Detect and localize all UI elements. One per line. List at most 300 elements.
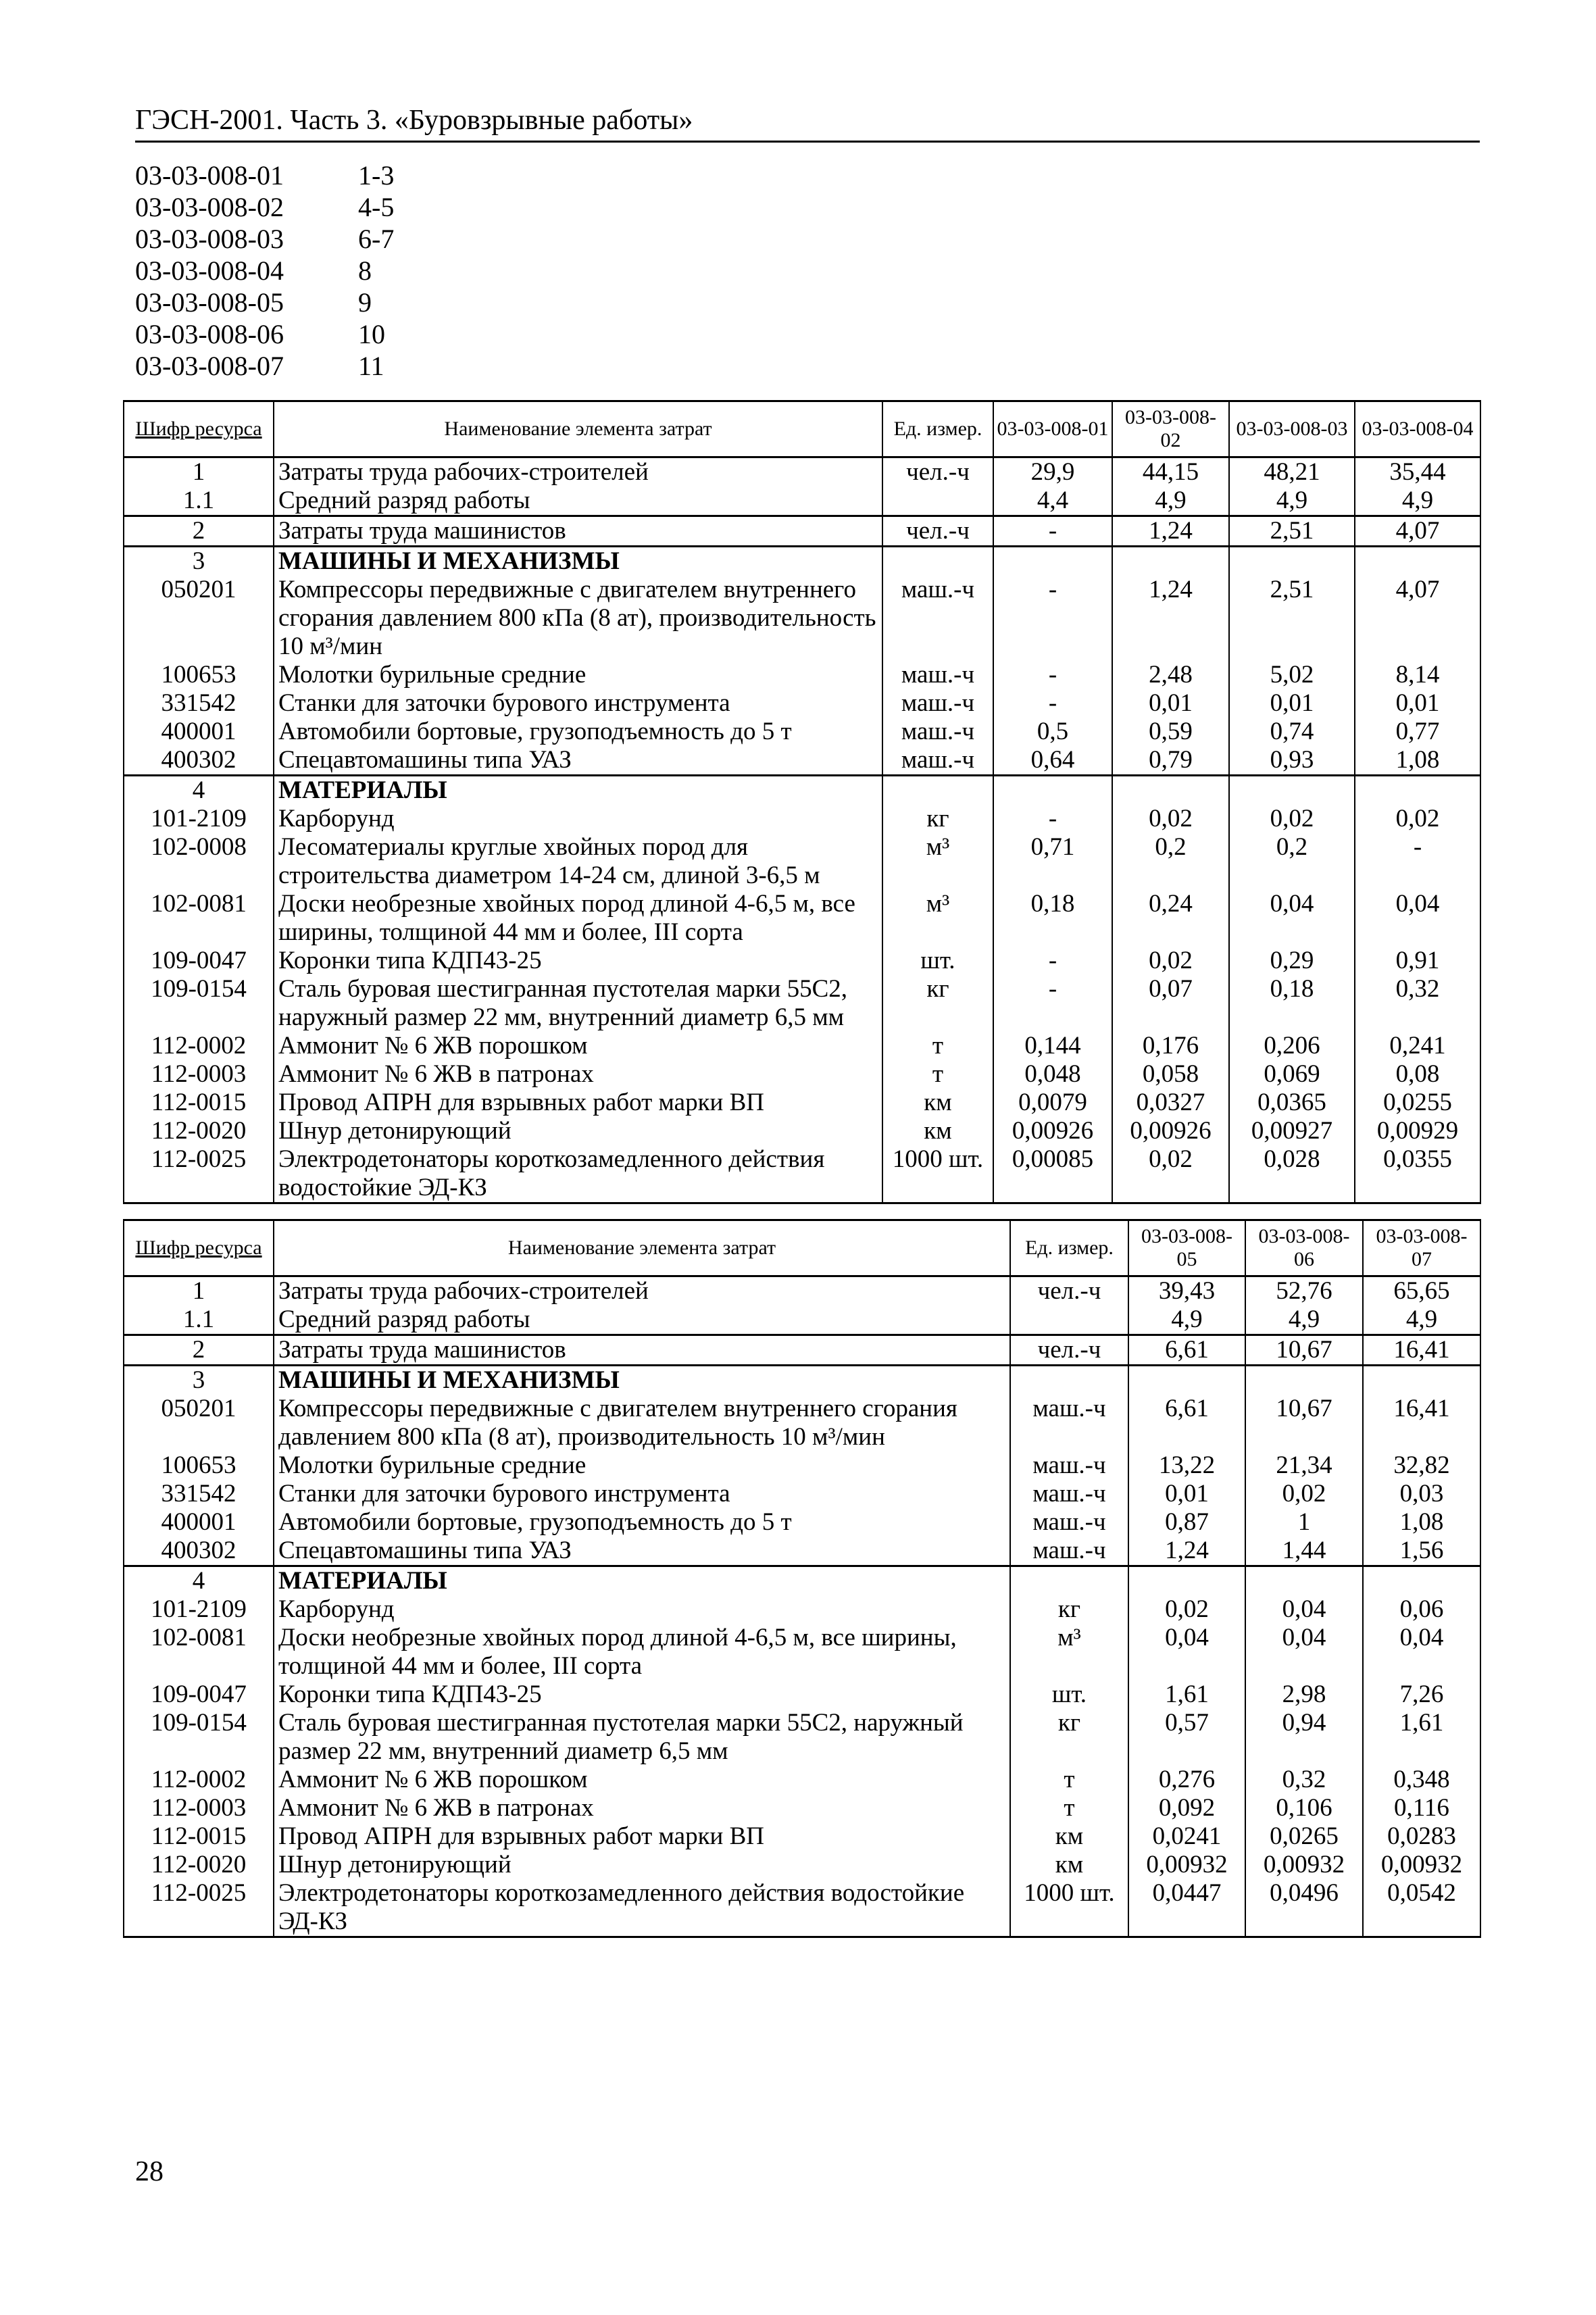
- table-row: [124, 1305, 1480, 1335]
- resource-table-2: [123, 1219, 1481, 1938]
- cost-element-name: Лесоматериалы круглые хвойных пород для строительства диаметром 14-24 см, длиной 3-6,5 м: [274, 833, 882, 890]
- unit-of-measure: км: [882, 1089, 993, 1117]
- column-header-norm-code: 03-03-008-05: [1128, 1220, 1245, 1276]
- cost-element-name: МАТЕРИАЛЫ: [274, 776, 882, 805]
- norm-value: 0,18: [993, 890, 1112, 947]
- cost-element-name: Электродетонаторы короткозамедленного действия водостойкие ЭД-КЗ: [274, 1879, 1010, 1937]
- unit-of-measure: [1010, 1366, 1128, 1395]
- norm-value: 65,65: [1363, 1276, 1480, 1306]
- unit-of-measure: км: [1010, 1822, 1128, 1851]
- resource-code: 102-0081: [124, 890, 274, 947]
- code-index-row: [135, 223, 439, 255]
- norm-value: 4,9: [1363, 1305, 1480, 1335]
- unit-of-measure: чел.-ч: [882, 457, 993, 487]
- cost-element-name: Коронки типа КДП43-25: [274, 947, 882, 975]
- norm-value: [1112, 776, 1229, 805]
- resource-code: 400302: [124, 1537, 274, 1566]
- unit-of-measure: т: [1010, 1766, 1128, 1794]
- norm-value: 0,64: [993, 746, 1112, 776]
- table-row: [124, 1595, 1480, 1624]
- norm-value: -: [993, 689, 1112, 718]
- cost-element-name: Станки для заточки бурового инструмента: [274, 689, 882, 718]
- norm-value: 8,14: [1355, 661, 1480, 689]
- cost-element-name: Молотки бурильные средние: [274, 1451, 1010, 1480]
- cost-element-name: Автомобили бортовые, грузоподъемность до 5 т: [274, 718, 882, 746]
- norm-value: 0,00932: [1128, 1851, 1245, 1879]
- resource-code: 2: [124, 1335, 274, 1366]
- cost-element-name: Затраты труда рабочих-строителей: [274, 457, 882, 487]
- table-row: [124, 1089, 1480, 1117]
- column-header-norm-code: 03-03-008-01: [993, 401, 1112, 457]
- norm-value: 1,44: [1245, 1537, 1363, 1566]
- cost-element-name: МАШИНЫ И МЕХАНИЗМЫ: [274, 547, 882, 576]
- unit-of-measure: 1000 шт.: [1010, 1879, 1128, 1937]
- norm-value: 0,048: [993, 1060, 1112, 1089]
- norm-value: 0,04: [1245, 1595, 1363, 1624]
- norm-value: 0,32: [1355, 975, 1480, 1032]
- cost-element-name: Электродетонаторы короткозамедленного действия водостойкие ЭД-КЗ: [274, 1145, 882, 1203]
- norm-value: 0,03: [1363, 1480, 1480, 1508]
- cost-element-name: Шнур детонирующий: [274, 1851, 1010, 1879]
- cost-element-name: Станки для заточки бурового инструмента: [274, 1480, 1010, 1508]
- norm-value: 0,116: [1363, 1794, 1480, 1822]
- resource-code: 112-0025: [124, 1145, 274, 1203]
- norm-value: 0,106: [1245, 1794, 1363, 1822]
- table-row: [124, 1395, 1480, 1451]
- norm-value: [1112, 547, 1229, 576]
- norm-value: 0,0542: [1363, 1879, 1480, 1937]
- norm-value: 4,9: [1245, 1305, 1363, 1335]
- norm-value: 0,04: [1363, 1624, 1480, 1681]
- norm-value: 1,24: [1112, 576, 1229, 661]
- cost-element-name: Провод АПРН для взрывных работ марки ВП: [274, 1089, 882, 1117]
- column-header-norm-code: 03-03-008-04: [1355, 401, 1480, 457]
- norm-value: 0,01: [1229, 689, 1355, 718]
- cost-element-name: Шнур детонирующий: [274, 1117, 882, 1145]
- resource-code: 112-0003: [124, 1060, 274, 1089]
- table-row: [124, 457, 1480, 487]
- cost-element-name: Провод АПРН для взрывных работ марки ВП: [274, 1822, 1010, 1851]
- resource-code: 3: [124, 1366, 274, 1395]
- column-header-unit: Ед. измер.: [882, 401, 993, 457]
- cost-element-name: Сталь буровая шестигранная пустотелая марки 55С2, наружный размер 22 мм, внутренний диаметр 6,5 мм: [274, 1709, 1010, 1766]
- norm-value: 13,22: [1128, 1451, 1245, 1480]
- unit-of-measure: м³: [1010, 1624, 1128, 1681]
- resource-code: 4: [124, 776, 274, 805]
- table-row: [124, 718, 1480, 746]
- norm-value: 0,02: [1112, 1145, 1229, 1203]
- norm-value: 0,206: [1229, 1032, 1355, 1060]
- cost-element-name: Карборунд: [274, 1595, 1010, 1624]
- norm-value: 0,00927: [1229, 1117, 1355, 1145]
- norm-value: 1,61: [1363, 1709, 1480, 1766]
- norm-value: 0,058: [1112, 1060, 1229, 1089]
- resource-code: 400302: [124, 746, 274, 776]
- resource-code: 112-0025: [124, 1879, 274, 1937]
- norm-value: 0,94: [1245, 1709, 1363, 1766]
- table-row: [124, 1822, 1480, 1851]
- norm-value: 4,9: [1229, 487, 1355, 516]
- norm-value: [1355, 776, 1480, 805]
- norm-value: 0,0355: [1355, 1145, 1480, 1203]
- table-row: [124, 547, 1480, 576]
- resource-code: 050201: [124, 1395, 274, 1451]
- resource-code: 112-0020: [124, 1117, 274, 1145]
- cost-element-name: Аммонит № 6 ЖВ в патронах: [274, 1794, 1010, 1822]
- unit-of-measure: маш.-ч: [882, 746, 993, 776]
- column-header-code: Шифр ресурса: [124, 1220, 274, 1276]
- resource-code: 101-2109: [124, 805, 274, 833]
- norm-value: [1229, 547, 1355, 576]
- resource-code: 112-0015: [124, 1089, 274, 1117]
- norm-value: -: [993, 805, 1112, 833]
- cost-element-name: Затраты труда рабочих-строителей: [274, 1276, 1010, 1306]
- table-row: [124, 1276, 1480, 1306]
- norm-value: 48,21: [1229, 457, 1355, 487]
- cost-element-name: Аммонит № 6 ЖВ порошком: [274, 1766, 1010, 1794]
- resource-code: 1.1: [124, 1305, 274, 1335]
- norm-value: 0,29: [1229, 947, 1355, 975]
- norm-value: 0,04: [1229, 890, 1355, 947]
- norm-value: 0,02: [1112, 805, 1229, 833]
- norm-value: 0,06: [1363, 1595, 1480, 1624]
- norm-value: 0,0447: [1128, 1879, 1245, 1937]
- column-header-code: Шифр ресурса: [124, 401, 274, 457]
- code-index-row: [135, 350, 439, 382]
- norm-value: -: [993, 516, 1112, 547]
- table-row: [124, 1032, 1480, 1060]
- cost-element-name: Аммонит № 6 ЖВ порошком: [274, 1032, 882, 1060]
- cost-element-name: Коронки типа КДП43-25: [274, 1681, 1010, 1709]
- code-index-row: [135, 287, 439, 318]
- resource-code: 109-0154: [124, 975, 274, 1032]
- resource-code: 112-0015: [124, 1822, 274, 1851]
- norm-value: 6,61: [1128, 1335, 1245, 1366]
- table-row: [124, 1145, 1480, 1203]
- table-row: [124, 1537, 1480, 1566]
- norm-value: [1363, 1566, 1480, 1596]
- table-row: [124, 1766, 1480, 1794]
- resource-code: 3: [124, 547, 274, 576]
- cost-element-name: Автомобили бортовые, грузоподъемность до 5 т: [274, 1508, 1010, 1537]
- cost-element-name: Компрессоры передвижные с двигателем внутреннего сгорания давлением 800 кПа (8 ат), производительность 10 м³/мин: [274, 576, 882, 661]
- resource-code: 1: [124, 457, 274, 487]
- norm-value: 0,01: [1355, 689, 1480, 718]
- unit-of-measure: [882, 487, 993, 516]
- table-row: [124, 1624, 1480, 1681]
- unit-of-measure: маш.-ч: [1010, 1451, 1128, 1480]
- norm-value: 0,74: [1229, 718, 1355, 746]
- norm-value: -: [1355, 833, 1480, 890]
- resource-code: 112-0002: [124, 1766, 274, 1794]
- code-index-range: 4-5: [358, 192, 395, 222]
- norm-value: 4,9: [1355, 487, 1480, 516]
- norm-value: 21,34: [1245, 1451, 1363, 1480]
- norm-value: 0,01: [1128, 1480, 1245, 1508]
- norm-value: 0,71: [993, 833, 1112, 890]
- resource-code: 112-0020: [124, 1851, 274, 1879]
- norm-value: -: [993, 975, 1112, 1032]
- resource-code: 100653: [124, 1451, 274, 1480]
- norm-value: 0,00929: [1355, 1117, 1480, 1145]
- unit-of-measure: кг: [1010, 1709, 1128, 1766]
- resource-code: 4: [124, 1566, 274, 1596]
- norm-value: [993, 547, 1112, 576]
- unit-of-measure: чел.-ч: [1010, 1276, 1128, 1306]
- cost-element-name: Спецавтомашины типа УАЗ: [274, 746, 882, 776]
- norm-value: 0,00085: [993, 1145, 1112, 1203]
- norm-value: 0,18: [1229, 975, 1355, 1032]
- unit-of-measure: т: [882, 1060, 993, 1089]
- unit-of-measure: маш.-ч: [882, 661, 993, 689]
- table-row: [124, 1451, 1480, 1480]
- norm-value: 0,0283: [1363, 1822, 1480, 1851]
- norm-value: 0,02: [1245, 1480, 1363, 1508]
- resource-code: 331542: [124, 689, 274, 718]
- norm-value: 0,00926: [993, 1117, 1112, 1145]
- unit-of-measure: маш.-ч: [1010, 1537, 1128, 1566]
- norm-value: 0,87: [1128, 1508, 1245, 1537]
- norm-value: [1355, 547, 1480, 576]
- resource-code: 1.1: [124, 487, 274, 516]
- norm-value: 2,98: [1245, 1681, 1363, 1709]
- code-index-range: 10: [358, 319, 385, 349]
- cost-element-name: Сталь буровая шестигранная пустотелая марки 55С2, наружный размер 22 мм, внутренний диаметр 6,5 мм: [274, 975, 882, 1032]
- norm-value: 4,9: [1128, 1305, 1245, 1335]
- resource-code: 112-0002: [124, 1032, 274, 1060]
- resource-code: 1: [124, 1276, 274, 1306]
- column-header-name: Наименование элемента затрат: [274, 401, 882, 457]
- table-row: [124, 805, 1480, 833]
- norm-value: 1,56: [1363, 1537, 1480, 1566]
- norm-value: 0,069: [1229, 1060, 1355, 1089]
- norm-value: 0,5: [993, 718, 1112, 746]
- table-row: [124, 1794, 1480, 1822]
- code-index-code: 03-03-008-02: [135, 192, 284, 222]
- norm-value: 0,0496: [1245, 1879, 1363, 1937]
- unit-of-measure: маш.-ч: [882, 718, 993, 746]
- unit-of-measure: чел.-ч: [882, 516, 993, 547]
- code-index-range: 9: [358, 287, 372, 318]
- table-row: [124, 833, 1480, 890]
- table-row: [124, 1851, 1480, 1879]
- norm-value: [1128, 1566, 1245, 1596]
- table-row: [124, 516, 1480, 547]
- norm-value: 16,41: [1363, 1335, 1480, 1366]
- norm-value: 0,08: [1355, 1060, 1480, 1089]
- norm-value: 0,144: [993, 1032, 1112, 1060]
- table-row: [124, 1366, 1480, 1395]
- norm-value: 16,41: [1363, 1395, 1480, 1451]
- norm-value: 0,0079: [993, 1089, 1112, 1117]
- norm-value: 0,176: [1112, 1032, 1229, 1060]
- table-row: [124, 947, 1480, 975]
- norm-value: 0,241: [1355, 1032, 1480, 1060]
- cost-element-name: Аммонит № 6 ЖВ в патронах: [274, 1060, 882, 1089]
- unit-of-measure: маш.-ч: [1010, 1508, 1128, 1537]
- resource-code: 102-0081: [124, 1624, 274, 1681]
- cost-element-name: Молотки бурильные средние: [274, 661, 882, 689]
- cost-element-name: Затраты труда машинистов: [274, 516, 882, 547]
- column-header-name: Наименование элемента затрат: [274, 1220, 1010, 1276]
- resource-code: 112-0003: [124, 1794, 274, 1822]
- norm-value: -: [993, 661, 1112, 689]
- norm-value: 0,0327: [1112, 1089, 1229, 1117]
- norm-value: 0,77: [1355, 718, 1480, 746]
- cost-element-name: МАТЕРИАЛЫ: [274, 1566, 1010, 1596]
- norm-value: [1363, 1366, 1480, 1395]
- norm-value: 29,9: [993, 457, 1112, 487]
- norm-value: 0,348: [1363, 1766, 1480, 1794]
- cost-element-name: МАШИНЫ И МЕХАНИЗМЫ: [274, 1366, 1010, 1395]
- norm-value: 2,51: [1229, 576, 1355, 661]
- resource-code: 400001: [124, 1508, 274, 1537]
- norm-value: 0,02: [1355, 805, 1480, 833]
- unit-of-measure: 1000 шт.: [882, 1145, 993, 1203]
- norm-value: 0,02: [1229, 805, 1355, 833]
- norm-value: 10,67: [1245, 1335, 1363, 1366]
- code-index-list: [135, 159, 439, 382]
- norm-value: 0,00932: [1363, 1851, 1480, 1879]
- code-index-code: 03-03-008-04: [135, 255, 284, 286]
- unit-of-measure: чел.-ч: [1010, 1335, 1128, 1366]
- table-row: [124, 776, 1480, 805]
- unit-of-measure: км: [882, 1117, 993, 1145]
- table-row: [124, 1879, 1480, 1937]
- norm-value: 0,00926: [1112, 1117, 1229, 1145]
- unit-of-measure: маш.-ч: [882, 576, 993, 661]
- code-index-code: 03-03-008-07: [135, 351, 284, 381]
- norm-value: 0,01: [1112, 689, 1229, 718]
- table-row: [124, 1335, 1480, 1366]
- norm-value: 0,092: [1128, 1794, 1245, 1822]
- norm-value: 32,82: [1363, 1451, 1480, 1480]
- norm-value: [1128, 1366, 1245, 1395]
- norm-value: 4,07: [1355, 576, 1480, 661]
- norm-value: 0,0365: [1229, 1089, 1355, 1117]
- resource-code: 102-0008: [124, 833, 274, 890]
- unit-of-measure: маш.-ч: [882, 689, 993, 718]
- table-row: [124, 689, 1480, 718]
- norm-value: 4,9: [1112, 487, 1229, 516]
- norm-value: 6,61: [1128, 1395, 1245, 1451]
- resource-code: 109-0047: [124, 1681, 274, 1709]
- cost-element-name: Спецавтомашины типа УАЗ: [274, 1537, 1010, 1566]
- cost-element-name: Карборунд: [274, 805, 882, 833]
- norm-value: 0,276: [1128, 1766, 1245, 1794]
- code-index-row: [135, 255, 439, 287]
- unit-of-measure: маш.-ч: [1010, 1480, 1128, 1508]
- norm-value: 2,48: [1112, 661, 1229, 689]
- table-row: [124, 487, 1480, 516]
- unit-of-measure: т: [1010, 1794, 1128, 1822]
- cost-element-name: Средний разряд работы: [274, 1305, 1010, 1335]
- code-index-code: 03-03-008-01: [135, 160, 284, 191]
- norm-value: 1,24: [1112, 516, 1229, 547]
- norm-value: [993, 776, 1112, 805]
- norm-value: 0,07: [1112, 975, 1229, 1032]
- cost-element-name: Доски необрезные хвойных пород длиной 4-6,5 м, все ширины, толщиной 44 мм и более, III сорта: [274, 890, 882, 947]
- unit-of-measure: т: [882, 1032, 993, 1060]
- code-index-range: 8: [358, 255, 372, 286]
- norm-value: 0,32: [1245, 1766, 1363, 1794]
- unit-of-measure: маш.-ч: [1010, 1395, 1128, 1451]
- code-index-row: [135, 159, 439, 191]
- cost-element-name: Средний разряд работы: [274, 487, 882, 516]
- norm-value: 0,2: [1229, 833, 1355, 890]
- norm-value: 4,07: [1355, 516, 1480, 547]
- code-index-code: 03-03-008-03: [135, 224, 284, 254]
- norm-value: 0,0241: [1128, 1822, 1245, 1851]
- code-index-code: 03-03-008-06: [135, 319, 284, 349]
- code-index-range: 11: [358, 351, 384, 381]
- norm-value: 0,93: [1229, 746, 1355, 776]
- resource-code: 400001: [124, 718, 274, 746]
- code-index-row: [135, 191, 439, 223]
- page-number: 28: [135, 2156, 164, 2187]
- column-header-unit: Ед. измер.: [1010, 1220, 1128, 1276]
- table-row: [124, 975, 1480, 1032]
- column-header-norm-code: 03-03-008-02: [1112, 401, 1229, 457]
- resource-code: 331542: [124, 1480, 274, 1508]
- norm-value: 44,15: [1112, 457, 1229, 487]
- norm-value: 5,02: [1229, 661, 1355, 689]
- cost-element-name: Доски необрезные хвойных пород длиной 4-6,5 м, все ширины, толщиной 44 мм и более, III сорта: [274, 1624, 1010, 1681]
- norm-value: 1,61: [1128, 1681, 1245, 1709]
- norm-value: 4,4: [993, 487, 1112, 516]
- norm-value: 0,2: [1112, 833, 1229, 890]
- unit-of-measure: кг: [1010, 1595, 1128, 1624]
- table-row: [124, 1060, 1480, 1089]
- norm-value: [1229, 776, 1355, 805]
- unit-of-measure: м³: [882, 890, 993, 947]
- norm-value: 0,0265: [1245, 1822, 1363, 1851]
- resource-code: 100653: [124, 661, 274, 689]
- norm-value: [1245, 1366, 1363, 1395]
- norm-value: 0,04: [1355, 890, 1480, 947]
- table-row: [124, 1681, 1480, 1709]
- table-row: [124, 1480, 1480, 1508]
- code-index-row: [135, 318, 439, 350]
- norm-value: 0,04: [1245, 1624, 1363, 1681]
- norm-value: 0,04: [1128, 1624, 1245, 1681]
- norm-value: -: [993, 947, 1112, 975]
- norm-value: 52,76: [1245, 1276, 1363, 1306]
- resource-code: 050201: [124, 576, 274, 661]
- table-row: [124, 1566, 1480, 1596]
- norm-value: 1,08: [1363, 1508, 1480, 1537]
- page-header: ГЭСН-2001. Часть 3. «Буровзрывные работы»: [135, 101, 1480, 143]
- norm-value: 7,26: [1363, 1681, 1480, 1709]
- resource-code: 2: [124, 516, 274, 547]
- resource-code: 101-2109: [124, 1595, 274, 1624]
- norm-value: 0,0255: [1355, 1089, 1480, 1117]
- column-header-norm-code: 03-03-008-06: [1245, 1220, 1363, 1276]
- column-header-norm-code: 03-03-008-03: [1229, 401, 1355, 457]
- norm-value: 0,028: [1229, 1145, 1355, 1203]
- resource-code: 109-0047: [124, 947, 274, 975]
- table-row: [124, 890, 1480, 947]
- cost-element-name: Компрессоры передвижные с двигателем внутреннего сгорания давлением 800 кПа (8 ат), производительность 10 м³/мин: [274, 1395, 1010, 1451]
- norm-value: 0,91: [1355, 947, 1480, 975]
- code-index-range: 6-7: [358, 224, 395, 254]
- norm-value: 1,24: [1128, 1537, 1245, 1566]
- norm-value: 1: [1245, 1508, 1363, 1537]
- cost-element-name: Затраты труда машинистов: [274, 1335, 1010, 1366]
- table-row: [124, 576, 1480, 661]
- norm-value: 0,02: [1112, 947, 1229, 975]
- unit-of-measure: кг: [882, 805, 993, 833]
